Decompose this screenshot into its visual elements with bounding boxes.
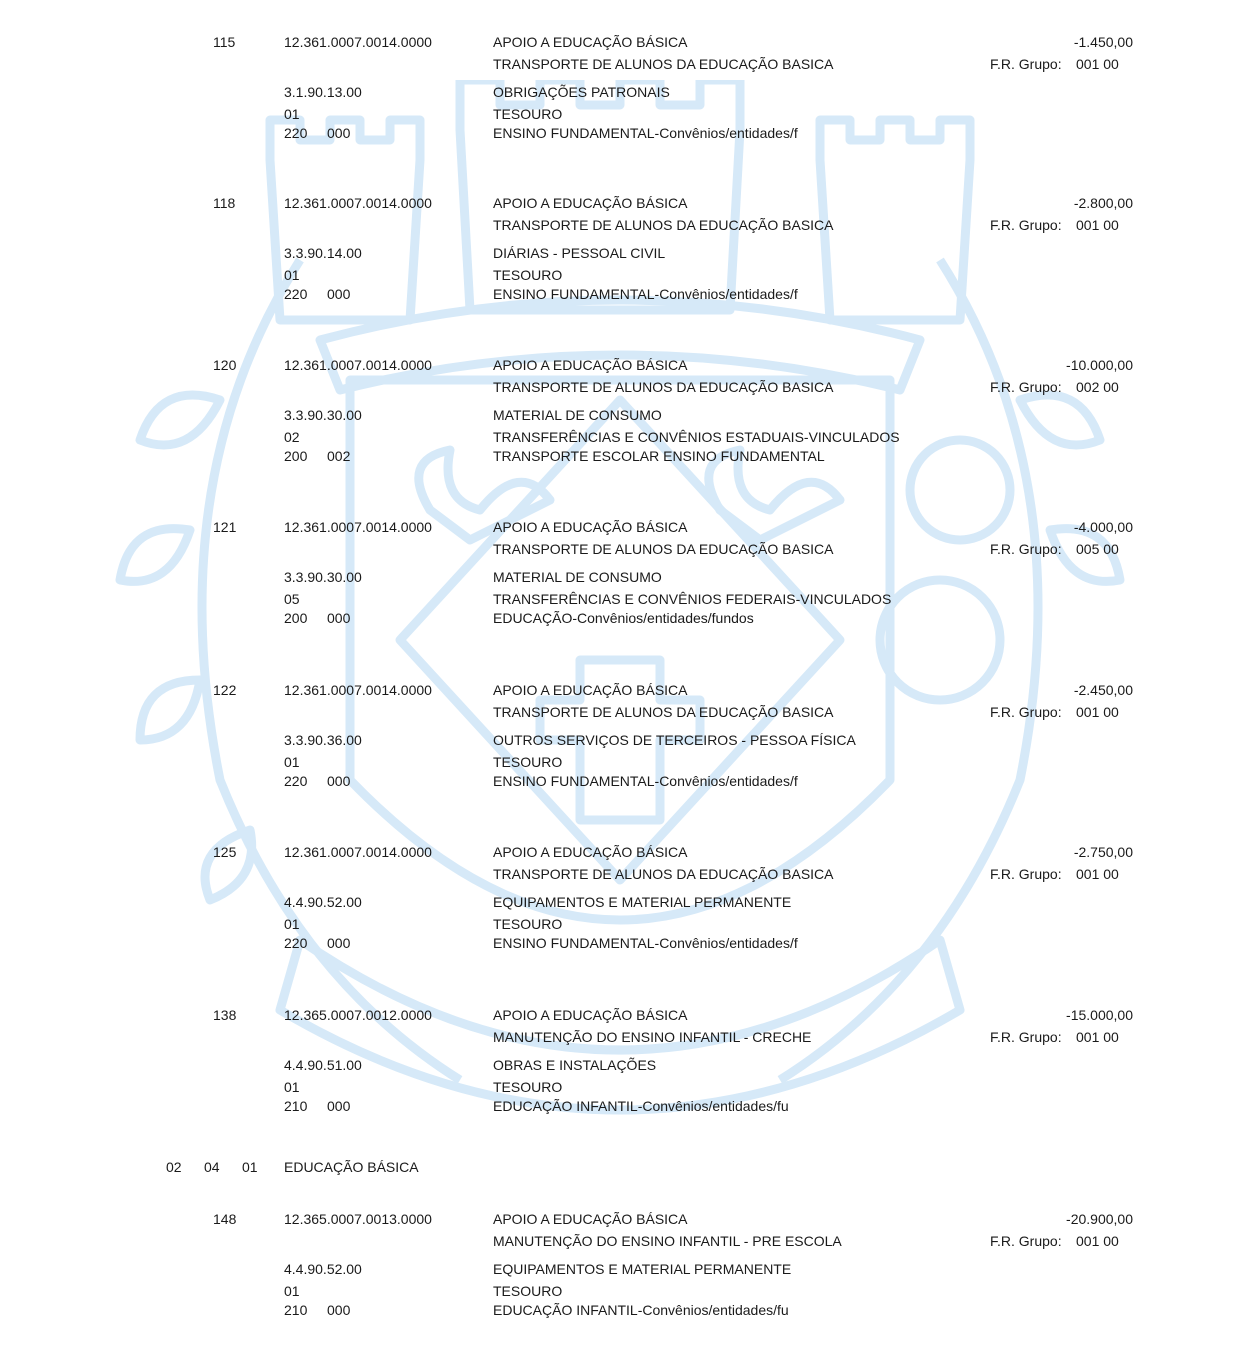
fr-group-label: F.R. Grupo:	[990, 704, 1062, 720]
entry-title: APOIO A EDUCAÇÃO BÁSICA	[493, 519, 688, 535]
entry-number: 115	[213, 34, 236, 50]
entry-title: APOIO A EDUCAÇÃO BÁSICA	[493, 844, 688, 860]
entry-title: APOIO A EDUCAÇÃO BÁSICA	[493, 34, 688, 50]
fr-group-value: 001 00	[1076, 1233, 1119, 1249]
destination-code: 200	[284, 448, 308, 464]
destination-description: ENSINO FUNDAMENTAL-Convênios/entidades/f	[493, 125, 798, 141]
expense-element-description: OBRIGAÇÕES PATRONAIS	[493, 84, 670, 100]
destination-description: ENSINO FUNDAMENTAL-Convênios/entidades/f	[493, 286, 798, 302]
section-code-c: 01	[242, 1159, 258, 1175]
resource-source-code: 02	[284, 429, 300, 445]
expense-element-code: 4.4.90.52.00	[284, 894, 362, 910]
section-title: EDUCAÇÃO BÁSICA	[284, 1159, 419, 1175]
fr-group-label: F.R. Grupo:	[990, 866, 1062, 882]
destination-subcode: 000	[327, 286, 351, 302]
entry-number: 121	[213, 519, 237, 535]
entry-amount: -15.000,00	[1066, 1007, 1133, 1023]
program-code: 12.361.0007.0014.0000	[284, 519, 432, 535]
fr-group-value: 001 00	[1076, 866, 1119, 882]
destination-subcode: 000	[327, 610, 351, 626]
expense-element-code: 3.3.90.14.00	[284, 245, 362, 261]
fr-group-value: 001 00	[1076, 704, 1119, 720]
entry-subtitle: TRANSPORTE DE ALUNOS DA EDUCAÇÃO BASICA	[493, 704, 834, 720]
entry-number: 138	[213, 1007, 237, 1023]
fr-group-value: 002 00	[1076, 379, 1119, 395]
entry-subtitle: MANUTENÇÃO DO ENSINO INFANTIL - CRECHE	[493, 1029, 812, 1045]
expense-element-code: 3.1.90.13.00	[284, 84, 362, 100]
program-code: 12.365.0007.0013.0000	[284, 1211, 432, 1227]
fr-group-label: F.R. Grupo:	[990, 1233, 1062, 1249]
entry-title: APOIO A EDUCAÇÃO BÁSICA	[493, 357, 688, 373]
fr-group-value: 001 00	[1076, 56, 1119, 72]
entry-amount: -2.800,00	[1073, 195, 1133, 211]
program-code: 12.361.0007.0014.0000	[284, 682, 432, 698]
resource-source-description: TESOURO	[493, 916, 563, 932]
section-code-b: 04	[204, 1159, 220, 1175]
fr-group-label: F.R. Grupo:	[990, 1029, 1062, 1045]
program-code: 12.361.0007.0014.0000	[284, 357, 432, 373]
destination-code: 220	[284, 286, 308, 302]
expense-element-description: EQUIPAMENTOS E MATERIAL PERMANENTE	[493, 1261, 792, 1277]
destination-description: EDUCAÇÃO-Convênios/entidades/fundos	[493, 610, 754, 626]
resource-source-code: 01	[284, 916, 300, 932]
fr-group-value: 001 00	[1076, 217, 1119, 233]
resource-source-code: 01	[284, 754, 300, 770]
destination-code: 220	[284, 935, 308, 951]
entry-subtitle: MANUTENÇÃO DO ENSINO INFANTIL - PRE ESCOLA	[493, 1233, 842, 1249]
resource-source-description: TESOURO	[493, 1079, 563, 1095]
expense-element-code: 3.3.90.30.00	[284, 407, 362, 423]
entry-title: APOIO A EDUCAÇÃO BÁSICA	[493, 195, 688, 211]
resource-source-code: 05	[284, 591, 300, 607]
entry-number: 125	[213, 844, 237, 860]
destination-subcode: 000	[327, 1302, 351, 1318]
destination-code: 220	[284, 773, 308, 789]
resource-source-description: TRANSFERÊNCIAS E CONVÊNIOS FEDERAIS-VINCULADOS	[493, 591, 892, 607]
resource-source-code: 01	[284, 1283, 300, 1299]
expense-element-description: EQUIPAMENTOS E MATERIAL PERMANENTE	[493, 894, 792, 910]
destination-subcode: 002	[327, 448, 351, 464]
destination-subcode: 000	[327, 773, 351, 789]
entry-number: 122	[213, 682, 237, 698]
destination-description: EDUCAÇÃO INFANTIL-Convênios/entidades/fu	[493, 1098, 789, 1114]
destination-description: ENSINO FUNDAMENTAL-Convênios/entidades/f	[493, 773, 798, 789]
destination-description: ENSINO FUNDAMENTAL-Convênios/entidades/f	[493, 935, 798, 951]
expense-element-description: MATERIAL DE CONSUMO	[493, 407, 662, 423]
entry-number: 120	[213, 357, 237, 373]
entry-number: 118	[213, 195, 236, 211]
fr-group-label: F.R. Grupo:	[990, 379, 1062, 395]
expense-element-code: 3.3.90.36.00	[284, 732, 362, 748]
destination-code: 210	[284, 1302, 308, 1318]
entry-subtitle: TRANSPORTE DE ALUNOS DA EDUCAÇÃO BASICA	[493, 541, 834, 557]
fr-group-label: F.R. Grupo:	[990, 217, 1062, 233]
resource-source-description: TESOURO	[493, 106, 563, 122]
section-code-a: 02	[166, 1159, 182, 1175]
fr-group-label: F.R. Grupo:	[990, 541, 1062, 557]
program-code: 12.361.0007.0014.0000	[284, 195, 432, 211]
entry-amount: -2.450,00	[1073, 682, 1133, 698]
fr-group-value: 005 00	[1076, 541, 1119, 557]
program-code: 12.365.0007.0012.0000	[284, 1007, 432, 1023]
resource-source-description: TESOURO	[493, 1283, 563, 1299]
fr-group-value: 001 00	[1076, 1029, 1119, 1045]
entry-number: 148	[213, 1211, 237, 1227]
destination-code: 210	[284, 1098, 308, 1114]
resource-source-description: TRANSFERÊNCIAS E CONVÊNIOS ESTADUAIS-VINCULADOS	[493, 429, 900, 445]
expense-element-description: OUTROS SERVIÇOS DE TERCEIROS - PESSOA FÍSICA	[493, 732, 856, 748]
destination-code: 200	[284, 610, 308, 626]
expense-element-code: 4.4.90.51.00	[284, 1057, 362, 1073]
resource-source-code: 01	[284, 106, 300, 122]
resource-source-description: TESOURO	[493, 754, 563, 770]
resource-source-code: 01	[284, 1079, 300, 1095]
entry-title: APOIO A EDUCAÇÃO BÁSICA	[493, 1007, 688, 1023]
program-code: 12.361.0007.0014.0000	[284, 844, 432, 860]
expense-element-description: OBRAS E INSTALAÇÕES	[493, 1057, 657, 1073]
entry-amount: -20.900,00	[1066, 1211, 1133, 1227]
entry-subtitle: TRANSPORTE DE ALUNOS DA EDUCAÇÃO BASICA	[493, 56, 834, 72]
entry-subtitle: TRANSPORTE DE ALUNOS DA EDUCAÇÃO BASICA	[493, 379, 834, 395]
destination-subcode: 000	[327, 935, 351, 951]
program-code: 12.361.0007.0014.0000	[284, 34, 432, 50]
expense-element-description: DIÁRIAS - PESSOAL CIVIL	[493, 245, 666, 261]
resource-source-code: 01	[284, 267, 300, 283]
entry-title: APOIO A EDUCAÇÃO BÁSICA	[493, 682, 688, 698]
destination-description: TRANSPORTE ESCOLAR ENSINO FUNDAMENTAL	[493, 448, 825, 464]
destination-description: EDUCAÇÃO INFANTIL-Convênios/entidades/fu	[493, 1302, 789, 1318]
entry-amount: -4.000,00	[1073, 519, 1133, 535]
entry-subtitle: TRANSPORTE DE ALUNOS DA EDUCAÇÃO BASICA	[493, 217, 834, 233]
entry-amount: -1.450,00	[1073, 34, 1133, 50]
fr-group-label: F.R. Grupo:	[990, 56, 1062, 72]
entry-title: APOIO A EDUCAÇÃO BÁSICA	[493, 1211, 688, 1227]
destination-subcode: 000	[327, 1098, 351, 1114]
resource-source-description: TESOURO	[493, 267, 563, 283]
expense-element-code: 3.3.90.30.00	[284, 569, 362, 585]
entry-amount: -10.000,00	[1066, 357, 1133, 373]
expense-element-code: 4.4.90.52.00	[284, 1261, 362, 1277]
expense-element-description: MATERIAL DE CONSUMO	[493, 569, 662, 585]
entry-amount: -2.750,00	[1073, 844, 1133, 860]
entry-subtitle: TRANSPORTE DE ALUNOS DA EDUCAÇÃO BASICA	[493, 866, 834, 882]
destination-code: 220	[284, 125, 308, 141]
destination-subcode: 000	[327, 125, 351, 141]
